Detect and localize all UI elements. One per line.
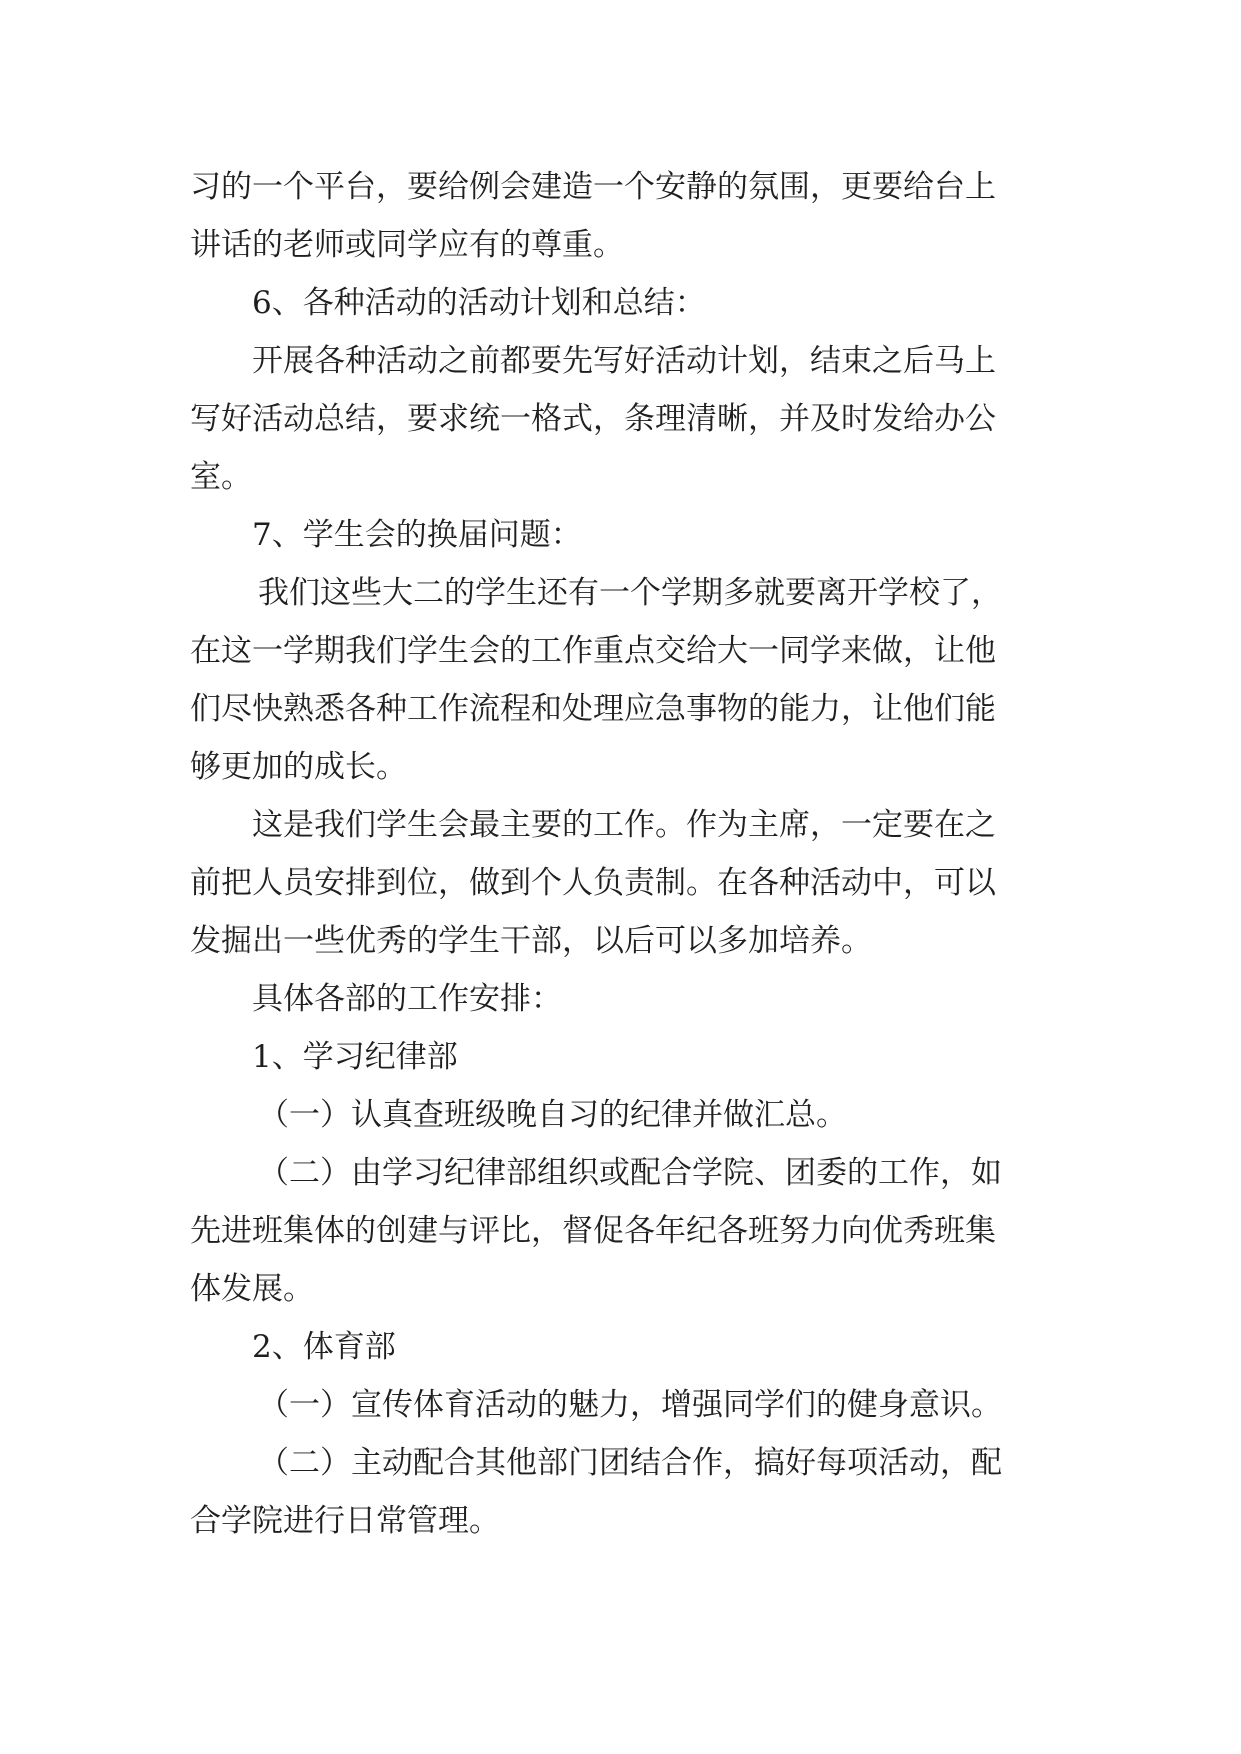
paragraph-line: 先进班集体的创建与评比，督促各年纪各班努力向优秀班集 <box>190 1213 996 1249</box>
section-heading: 7、学生会的换届问题： <box>252 517 582 553</box>
section-heading: 具体各部的工作安排： <box>252 981 562 1017</box>
paragraph-line: 讲话的老师或同学应有的尊重。 <box>190 227 624 263</box>
paragraph-line: 在这一学期我们学生会的工作重点交给大一同学来做，让他 <box>190 633 996 669</box>
paragraph-line: 够更加的成长。 <box>190 749 407 785</box>
paragraph-line: 我们这些大二的学生还有一个学期多就要离开学校了， <box>258 575 1002 611</box>
paragraph-line: 合学院进行日常管理。 <box>190 1503 500 1539</box>
list-item: （二）由学习纪律部组织或配合学院、团委的工作，如 <box>258 1155 1002 1191</box>
section-heading: 1、学习纪律部 <box>252 1039 458 1075</box>
paragraph-line: 写好活动总结，要求统一格式，条理清晰，并及时发给办公 <box>190 401 996 437</box>
paragraph-line: 体发展。 <box>190 1271 314 1307</box>
list-item: （一）宣传体育活动的魅力，增强同学们的健身意识。 <box>258 1387 1002 1423</box>
paragraph-line: 们尽快熟悉各种工作流程和处理应急事物的能力，让他们能 <box>190 691 996 727</box>
paragraph-line: 这是我们学生会最主要的工作。作为主席，一定要在之 <box>252 807 996 843</box>
paragraph-line: 发掘出一些优秀的学生干部，以后可以多加培养。 <box>190 923 872 959</box>
section-heading: 6、各种活动的活动计划和总结： <box>252 285 706 321</box>
paragraph-line: 习的一个平台，要给例会建造一个安静的氛围，更要给台上 <box>190 169 996 205</box>
paragraph-line: 前把人员安排到位，做到个人负责制。在各种活动中，可以 <box>190 865 996 901</box>
section-heading: 2、体育部 <box>252 1329 396 1365</box>
list-item: （二）主动配合其他部门团结合作，搞好每项活动，配 <box>258 1445 1002 1481</box>
paragraph-line: 室。 <box>190 459 252 495</box>
paragraph-line: 开展各种活动之前都要先写好活动计划，结束之后马上 <box>252 343 996 379</box>
list-item: （一）认真查班级晚自习的纪律并做汇总。 <box>258 1097 847 1133</box>
